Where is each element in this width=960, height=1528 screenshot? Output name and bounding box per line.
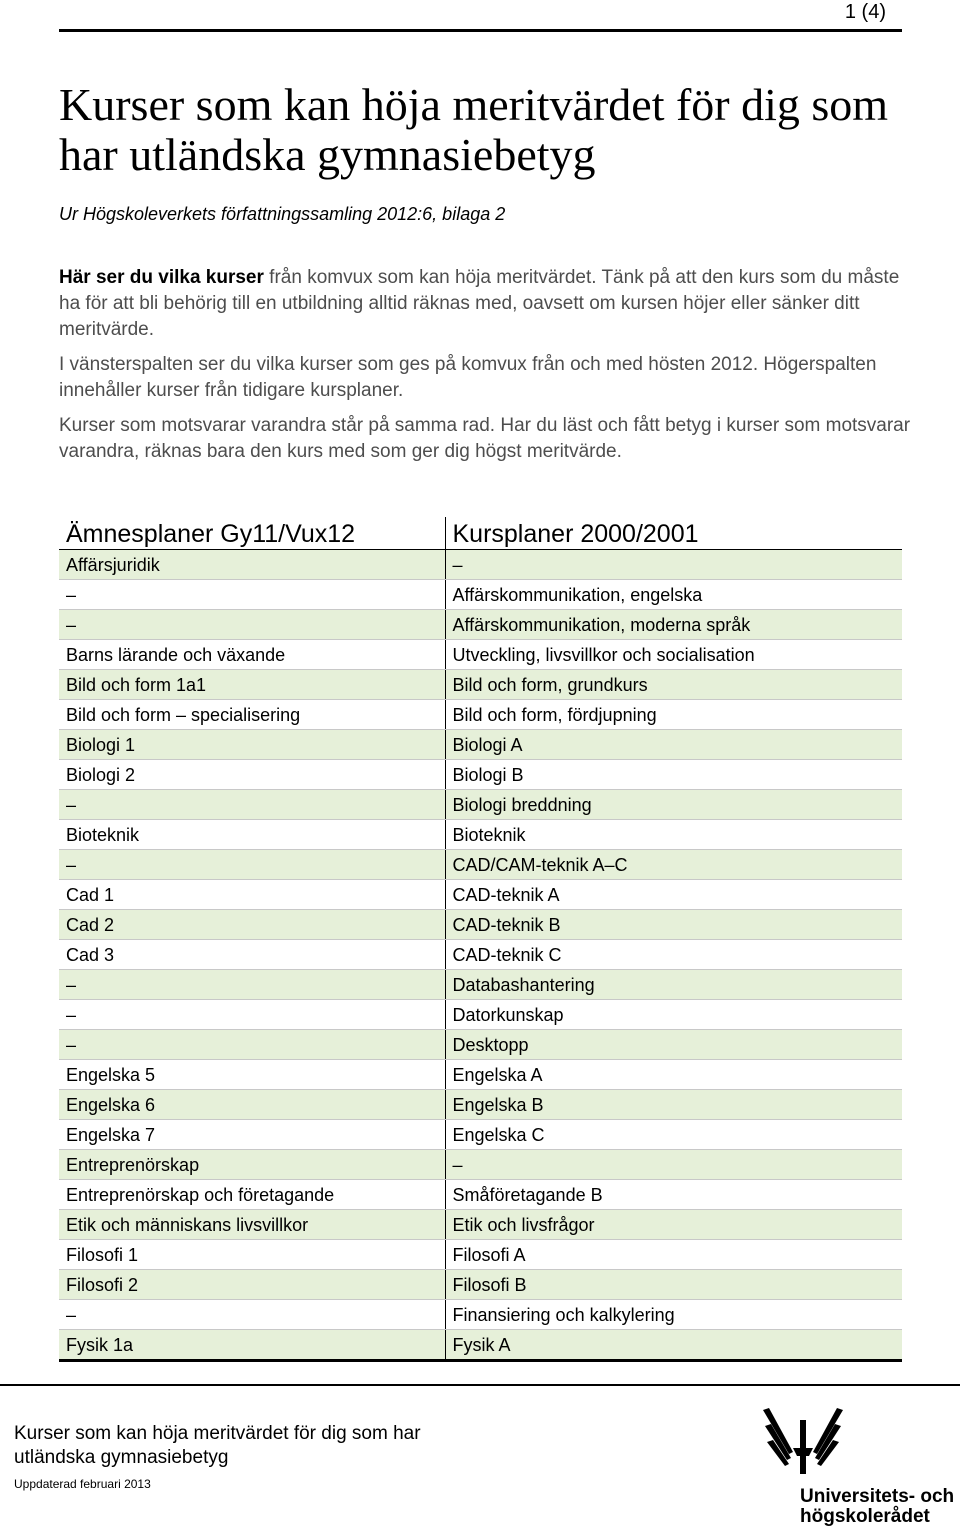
table-row <box>59 910 902 940</box>
intro-body-3: Har du läst och fått betyg i kurser som motsvarar varandra, räknas bara den kurs med som ger dig högst meritvärde. <box>59 415 911 462</box>
table-row <box>59 550 902 580</box>
cell-old-course: Fysik A <box>445 1330 902 1361</box>
cell-old-course: Affärskommunikation, moderna språk <box>445 610 902 640</box>
cell-old-course: – <box>445 550 902 580</box>
table-row <box>59 1150 902 1180</box>
cell-old-course: CAD-teknik A <box>445 880 902 910</box>
cell-old-course: Desktopp <box>445 1030 902 1060</box>
cell-old-course: CAD-teknik B <box>445 910 902 940</box>
footer-title: Kurser som kan höja meritvärdet för dig som har utländska gymnasiebetyg <box>14 1423 421 1468</box>
page-subtitle: Ur Högskoleverkets författningssamling 2012:6, bilaga 2 <box>59 204 506 224</box>
table-row <box>59 610 902 640</box>
table-row <box>59 940 902 970</box>
cell-old-course: – <box>445 1150 902 1180</box>
cell-new-course: Bild och form – specialisering <box>59 700 445 730</box>
table-header-row <box>59 517 902 550</box>
cell-new-course: – <box>59 790 445 820</box>
cell-old-course: Filosofi A <box>445 1240 902 1270</box>
table-row <box>59 820 902 850</box>
cell-new-course: Filosofi 2 <box>59 1270 445 1300</box>
cell-old-course: CAD/CAM-teknik A–C <box>445 850 902 880</box>
page-title: Kurser som kan höja meritvärdet för dig som har utländska gymnasiebetyg <box>59 79 889 180</box>
table-row <box>59 1180 902 1210</box>
column-header-old-courses: Kursplaner 2000/2001 <box>445 517 902 550</box>
cell-new-course: Barns lärande och växande <box>59 640 445 670</box>
table-row <box>59 700 902 730</box>
cell-new-course: Engelska 7 <box>59 1120 445 1150</box>
cell-new-course: Engelska 6 <box>59 1090 445 1120</box>
footer-rule <box>0 1384 960 1386</box>
table-row <box>59 1120 902 1150</box>
table-body <box>59 550 902 1361</box>
cell-new-course: – <box>59 1030 445 1060</box>
cell-new-course: Cad 2 <box>59 910 445 940</box>
cell-old-course: Bioteknik <box>445 820 902 850</box>
table-row <box>59 880 902 910</box>
cell-old-course: Biologi B <box>445 760 902 790</box>
table-row <box>59 1060 902 1090</box>
intro-paragraph-1 <box>59 265 919 343</box>
table-row <box>59 1210 902 1240</box>
table-row <box>59 640 902 670</box>
logo-line-2: högskolerådet <box>800 1506 930 1527</box>
course-table-container <box>59 517 902 1362</box>
cell-old-course: Filosofi B <box>445 1270 902 1300</box>
cell-old-course: Engelska C <box>445 1120 902 1150</box>
table-row <box>59 1240 902 1270</box>
cell-old-course: Datorkunskap <box>445 1000 902 1030</box>
cell-new-course: Cad 1 <box>59 880 445 910</box>
table-row <box>59 730 902 760</box>
intro-text <box>59 265 919 474</box>
cell-old-course: Etik och livsfrågor <box>445 1210 902 1240</box>
cell-new-course: – <box>59 1000 445 1030</box>
header-rule <box>59 29 902 32</box>
cell-old-course: CAD-teknik C <box>445 940 902 970</box>
column-header-new-courses: Ämnesplaner Gy11/Vux12 <box>59 517 445 550</box>
cell-old-course: Biologi A <box>445 730 902 760</box>
table-row <box>59 970 902 1000</box>
cell-new-course: – <box>59 970 445 1000</box>
uhr-logo-icon <box>763 1408 843 1474</box>
intro-lead-1: Här ser du vilka kurser <box>59 267 264 288</box>
cell-old-course: Finansiering och kalkylering <box>445 1300 902 1330</box>
intro-paragraph-2: I vänsterspalten ser du vilka kurser som ges på komvux från och med hösten 2012. Högerspalten innehåller kurser från tidigare kursplaner. <box>59 354 877 401</box>
table-row <box>59 1030 902 1060</box>
table-row <box>59 580 902 610</box>
cell-new-course: – <box>59 580 445 610</box>
cell-new-course: Biologi 2 <box>59 760 445 790</box>
cell-old-course: Biologi breddning <box>445 790 902 820</box>
cell-old-course: Affärskommunikation, engelska <box>445 580 902 610</box>
cell-new-course: Engelska 5 <box>59 1060 445 1090</box>
cell-new-course: Cad 3 <box>59 940 445 970</box>
intro-paragraph-3 <box>59 413 919 465</box>
cell-new-course: – <box>59 610 445 640</box>
page-number: 1 (4) <box>844 1 886 23</box>
table-row <box>59 760 902 790</box>
table-row <box>59 1330 902 1361</box>
cell-old-course: Databashantering <box>445 970 902 1000</box>
cell-new-course: Etik och människans livsvillkor <box>59 1210 445 1240</box>
table-row <box>59 670 902 700</box>
cell-new-course: Entreprenörskap <box>59 1150 445 1180</box>
table-row <box>59 1270 902 1300</box>
cell-old-course: Bild och form, fördjupning <box>445 700 902 730</box>
cell-new-course: Fysik 1a <box>59 1330 445 1361</box>
cell-new-course: Bioteknik <box>59 820 445 850</box>
table-row <box>59 1000 902 1030</box>
logo-line-1: Universitets- och <box>800 1486 955 1507</box>
cell-old-course: Engelska B <box>445 1090 902 1120</box>
intro-lead-3: Kurser som motsvarar varandra står på samma rad. <box>59 415 496 436</box>
cell-new-course: Entreprenörskap och företagande <box>59 1180 445 1210</box>
footer-updated-date: Uppdaterad februari 2013 <box>14 1477 151 1491</box>
cell-old-course: Bild och form, grundkurs <box>445 670 902 700</box>
cell-new-course: – <box>59 850 445 880</box>
cell-old-course: Utveckling, livsvillkor och socialisation <box>445 640 902 670</box>
cell-new-course: – <box>59 1300 445 1330</box>
course-table <box>59 517 902 1362</box>
table-row <box>59 1090 902 1120</box>
cell-old-course: Småföretagande B <box>445 1180 902 1210</box>
cell-new-course: Bild och form 1a1 <box>59 670 445 700</box>
cell-new-course: Affärsjuridik <box>59 550 445 580</box>
table-row <box>59 850 902 880</box>
cell-old-course: Engelska A <box>445 1060 902 1090</box>
table-row <box>59 790 902 820</box>
cell-new-course: Biologi 1 <box>59 730 445 760</box>
cell-new-course: Filosofi 1 <box>59 1240 445 1270</box>
uhr-logo-wordmark <box>800 1487 954 1527</box>
intro-body-1: från komvux som kan höja meritvärdet. Tänk på att den kurs som du måste ha för att bli behörig till en utbildning alltid räknas med, oavsett om kursen höjer eller sänker ditt meritvärde. <box>59 267 900 340</box>
table-row <box>59 1300 902 1330</box>
